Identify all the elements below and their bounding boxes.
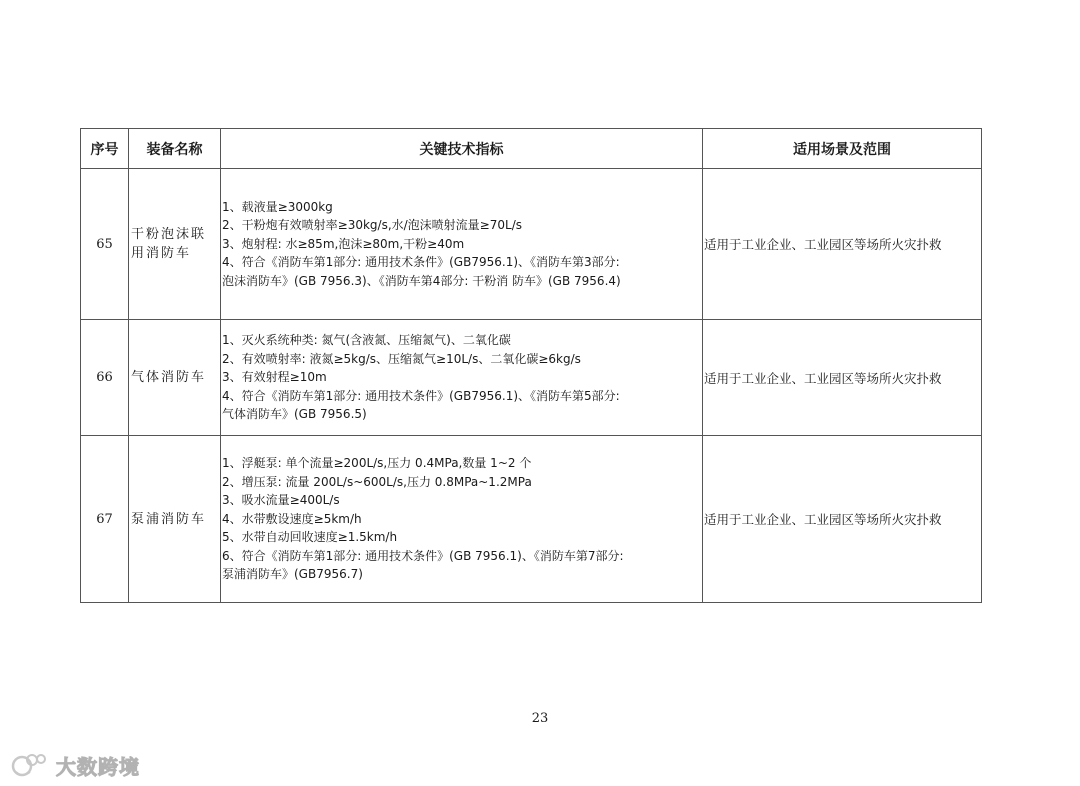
row-name: 气体消防车 (129, 320, 221, 436)
spec-line: 4、符合《消防车第1部分: 通用技术条件》(GB7956.1)、《消防车第5部分: (222, 388, 620, 403)
header-no: 序号 (81, 129, 129, 169)
spec-line: 1、浮艇泵: 单个流量≥200L/s,压力 0.4MPa,数量 1~2 个 (222, 456, 532, 471)
spec-line: 6、符合《消防车第1部分: 通用技术条件》(GB 7956.1)、《消防车第7部分: (222, 548, 624, 563)
spec-line: 泡沫消防车》(GB 7956.3)、《消防车第4部分: 干粉消 防车》(GB 7956.4) (222, 273, 621, 288)
spec-line: 2、增压泵: 流量 200L/s~600L/s,压力 0.8MPa~1.2MPa (222, 474, 532, 489)
watermark-text: 大数跨境 (56, 754, 140, 779)
table-row (81, 320, 982, 436)
row-spec (221, 320, 703, 436)
table-row (81, 169, 982, 320)
row-scope: 适用于工业企业、工业园区等场所火灾扑救 (703, 320, 982, 436)
spec-line: 泵浦消防车》(GB7956.7) (222, 567, 363, 582)
spec-line: 2、有效喷射率: 液氮≥5kg/s、压缩氮气≥10L/s、二氧化碳≥6kg/s (222, 351, 581, 366)
row-spec (221, 169, 703, 320)
header-scope: 适用场景及范围 (703, 129, 982, 169)
spec-line: 1、载液量≥3000kg (222, 199, 333, 214)
spec-line: 3、有效射程≥10m (222, 370, 327, 385)
watermark (10, 750, 140, 780)
table-header-row (81, 129, 982, 169)
spec-line: 5、水带自动回收速度≥1.5km/h (222, 530, 398, 545)
header-spec: 关键技术指标 (221, 129, 703, 169)
row-name: 泵浦消防车 (129, 436, 221, 603)
row-spec (221, 436, 703, 603)
row-no: 67 (81, 436, 129, 603)
brand-logo-icon (10, 750, 50, 780)
equipment-table (80, 128, 982, 603)
row-scope: 适用于工业企业、工业园区等场所火灾扑救 (703, 169, 982, 320)
page-number: 23 (531, 711, 549, 726)
row-name: 干粉泡沫联用消防车 (129, 169, 221, 320)
spec-line: 4、符合《消防车第1部分: 通用技术条件》(GB7956.1)、《消防车第3部分: (222, 255, 620, 270)
row-scope: 适用于工业企业、工业园区等场所火灾扑救 (703, 436, 982, 603)
spec-line: 2、干粉炮有效喷射率≥30kg/s,水/泡沫喷射流量≥70L/s (222, 218, 522, 233)
spec-line: 4、水带敷设速度≥5km/h (222, 511, 362, 526)
row-no: 66 (81, 320, 129, 436)
spec-line: 1、灭火系统种类: 氮气(含液氮、压缩氮气)、二氧化碳 (222, 333, 511, 348)
header-name: 装备名称 (129, 129, 221, 169)
table-row (81, 436, 982, 603)
spec-line: 3、吸水流量≥400L/s (222, 493, 340, 508)
spec-line: 3、炮射程: 水≥85m,泡沫≥80m,干粉≥40m (222, 236, 465, 251)
row-no: 65 (81, 169, 129, 320)
spec-line: 气体消防车》(GB 7956.5) (222, 407, 367, 422)
